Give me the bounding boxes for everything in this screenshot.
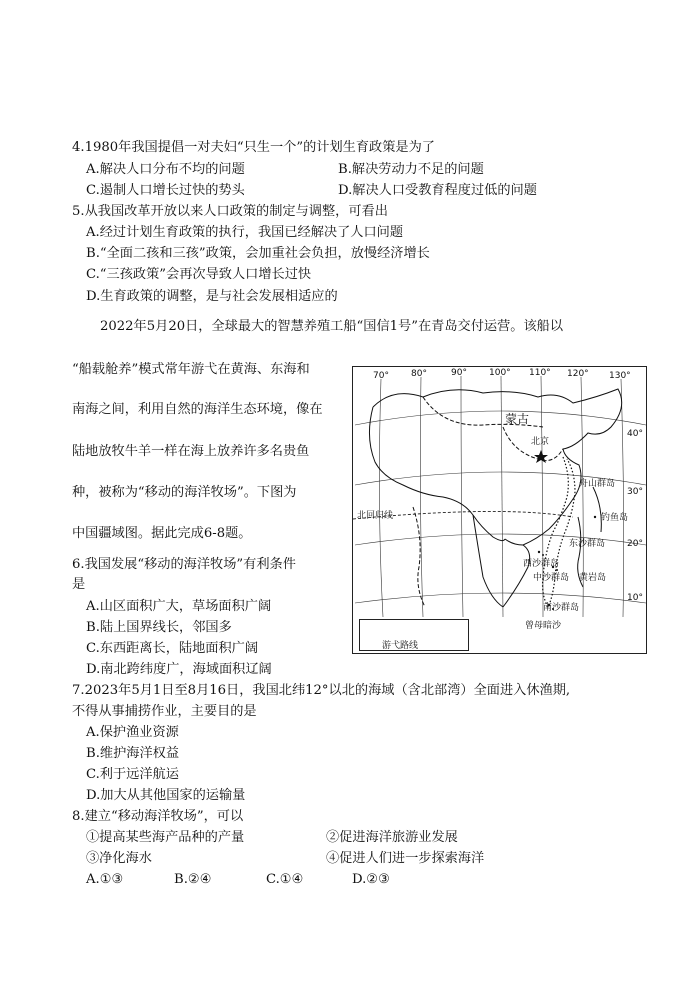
q5-stem: 5.从我国改革开放以来人口政策的制定与调整，可看出 [72, 204, 388, 219]
q6-stem-line-1: 6.我国发展“移动的海洋牧场”有利条件 [72, 557, 296, 572]
label-nansha: 南沙群岛 [543, 603, 580, 613]
material-line-2: “船载舱养”模式常年游弋在黄海、东海和 [72, 362, 310, 377]
material-line-3: 南海之间，利用自然的海洋生态环境，像在 [72, 402, 323, 417]
q6-option-d: D.南北跨纬度广，海域面积辽阔 [86, 662, 272, 677]
label-tropic: 北回归线 [357, 511, 394, 521]
q8-choice-a: A.①③ [86, 872, 124, 887]
q6-stem-line-2: 是 [72, 577, 86, 592]
material-line-4: 陆地放牧牛羊一样在海上放养许多名贵鱼 [72, 444, 310, 459]
lat-30: 30° [627, 487, 643, 497]
q4-option-c: C.遏制人口增长过快的势头 [86, 183, 245, 198]
lat-40: 40° [627, 429, 643, 439]
q5-option-d: D.生育政策的调整，是与社会发展相适应的 [86, 289, 338, 304]
label-mongolia: 蒙古 [505, 412, 530, 426]
q8-choice-b: B.②④ [174, 872, 212, 887]
q8-item-4: ④促进人们进一步探索海洋 [326, 851, 485, 866]
q4-option-b: B.解决劳动力不足的问题 [338, 162, 484, 177]
lon-90: 90° [451, 368, 467, 378]
q8-stem: 8.建立“移动海洋牧场”，可以 [72, 809, 244, 824]
lon-80: 80° [411, 369, 427, 379]
label-zhoushan: 舟山群岛 [579, 479, 616, 489]
q5-option-c: C.“三孩政策”会再次导致人口增长过快 [86, 267, 312, 282]
q6-option-c: C.东西距离长，陆地面积广阔 [86, 641, 259, 656]
lon-120: 120° [567, 369, 589, 379]
lat-10: 10° [627, 593, 643, 603]
q7-option-b: B.维护海洋权益 [86, 746, 180, 761]
label-diaoyu: 钓鱼岛 [601, 513, 629, 523]
q7-option-c: C.利于远洋航运 [86, 767, 179, 782]
q5-option-a: A.经过计划生育政策的执行，我国已经解决了人口问题 [86, 225, 404, 240]
map-legend [359, 619, 469, 651]
lon-70: 70° [373, 371, 389, 381]
q8-choice-c: C.①④ [266, 872, 304, 887]
legend-label: 游弋路线 [382, 641, 419, 651]
map-drawing [353, 367, 646, 653]
material-line-1: 2022年5月20日，全球最大的智慧养殖工船“国信1号”在青岛交付运营。该船以 [100, 319, 564, 334]
q6-option-a: A.山区面积广大，草场面积广阔 [86, 599, 272, 614]
q5-option-b: B.“全面二孩和三孩”政策，会加重社会负担，放慢经济增长 [86, 246, 430, 261]
label-xisha: 西沙群岛 [523, 559, 560, 569]
material-line-5: 种，被称为“移动的海洋牧场”。下图为 [72, 485, 297, 500]
q6-option-b: B.陆上国界线长，邻国多 [86, 620, 232, 635]
label-dongsha: 东沙群岛 [569, 539, 606, 549]
q8-choice-d: D.②③ [352, 872, 390, 887]
label-zhongsha: 中沙群岛 [533, 573, 570, 583]
label-beijing: 北京 [531, 437, 550, 447]
q4-option-a: A.解决人口分布不均的问题 [86, 162, 245, 177]
q7-stem-line-1: 7.2023年5月1日至8月16日，我国北纬12°以北的海域（含北部湾）全面进入休渔期, [72, 683, 571, 698]
lat-20: 20° [627, 539, 643, 549]
china-territory-map [352, 366, 647, 654]
q7-option-a: A.保护渔业资源 [86, 725, 179, 740]
q7-stem-line-2: 不得从事捕捞作业，主要目的是 [72, 704, 257, 719]
lon-100: 100° [489, 368, 511, 378]
material-line-6: 中国疆域图。据此完成6-8题。 [72, 526, 252, 541]
q4-stem: 4.1980年我国提倡一对夫妇“只生一个”的计划生育政策是为了 [72, 140, 435, 155]
label-zengmu: 曾母暗沙 [525, 621, 562, 631]
q4-option-d: D.解决人口受教育程度过低的问题 [338, 183, 537, 198]
lon-130: 130° [609, 371, 631, 381]
q8-item-3: ③净化海水 [86, 851, 152, 866]
q8-item-1: ①提高某些海产品种的产量 [86, 830, 245, 845]
lon-110: 110° [529, 368, 551, 378]
q7-option-d: D.加大从其他国家的运输量 [86, 788, 246, 803]
q8-item-2: ②促进海洋旅游业发展 [326, 830, 458, 845]
label-huangyan: 黄岩岛 [579, 573, 607, 583]
